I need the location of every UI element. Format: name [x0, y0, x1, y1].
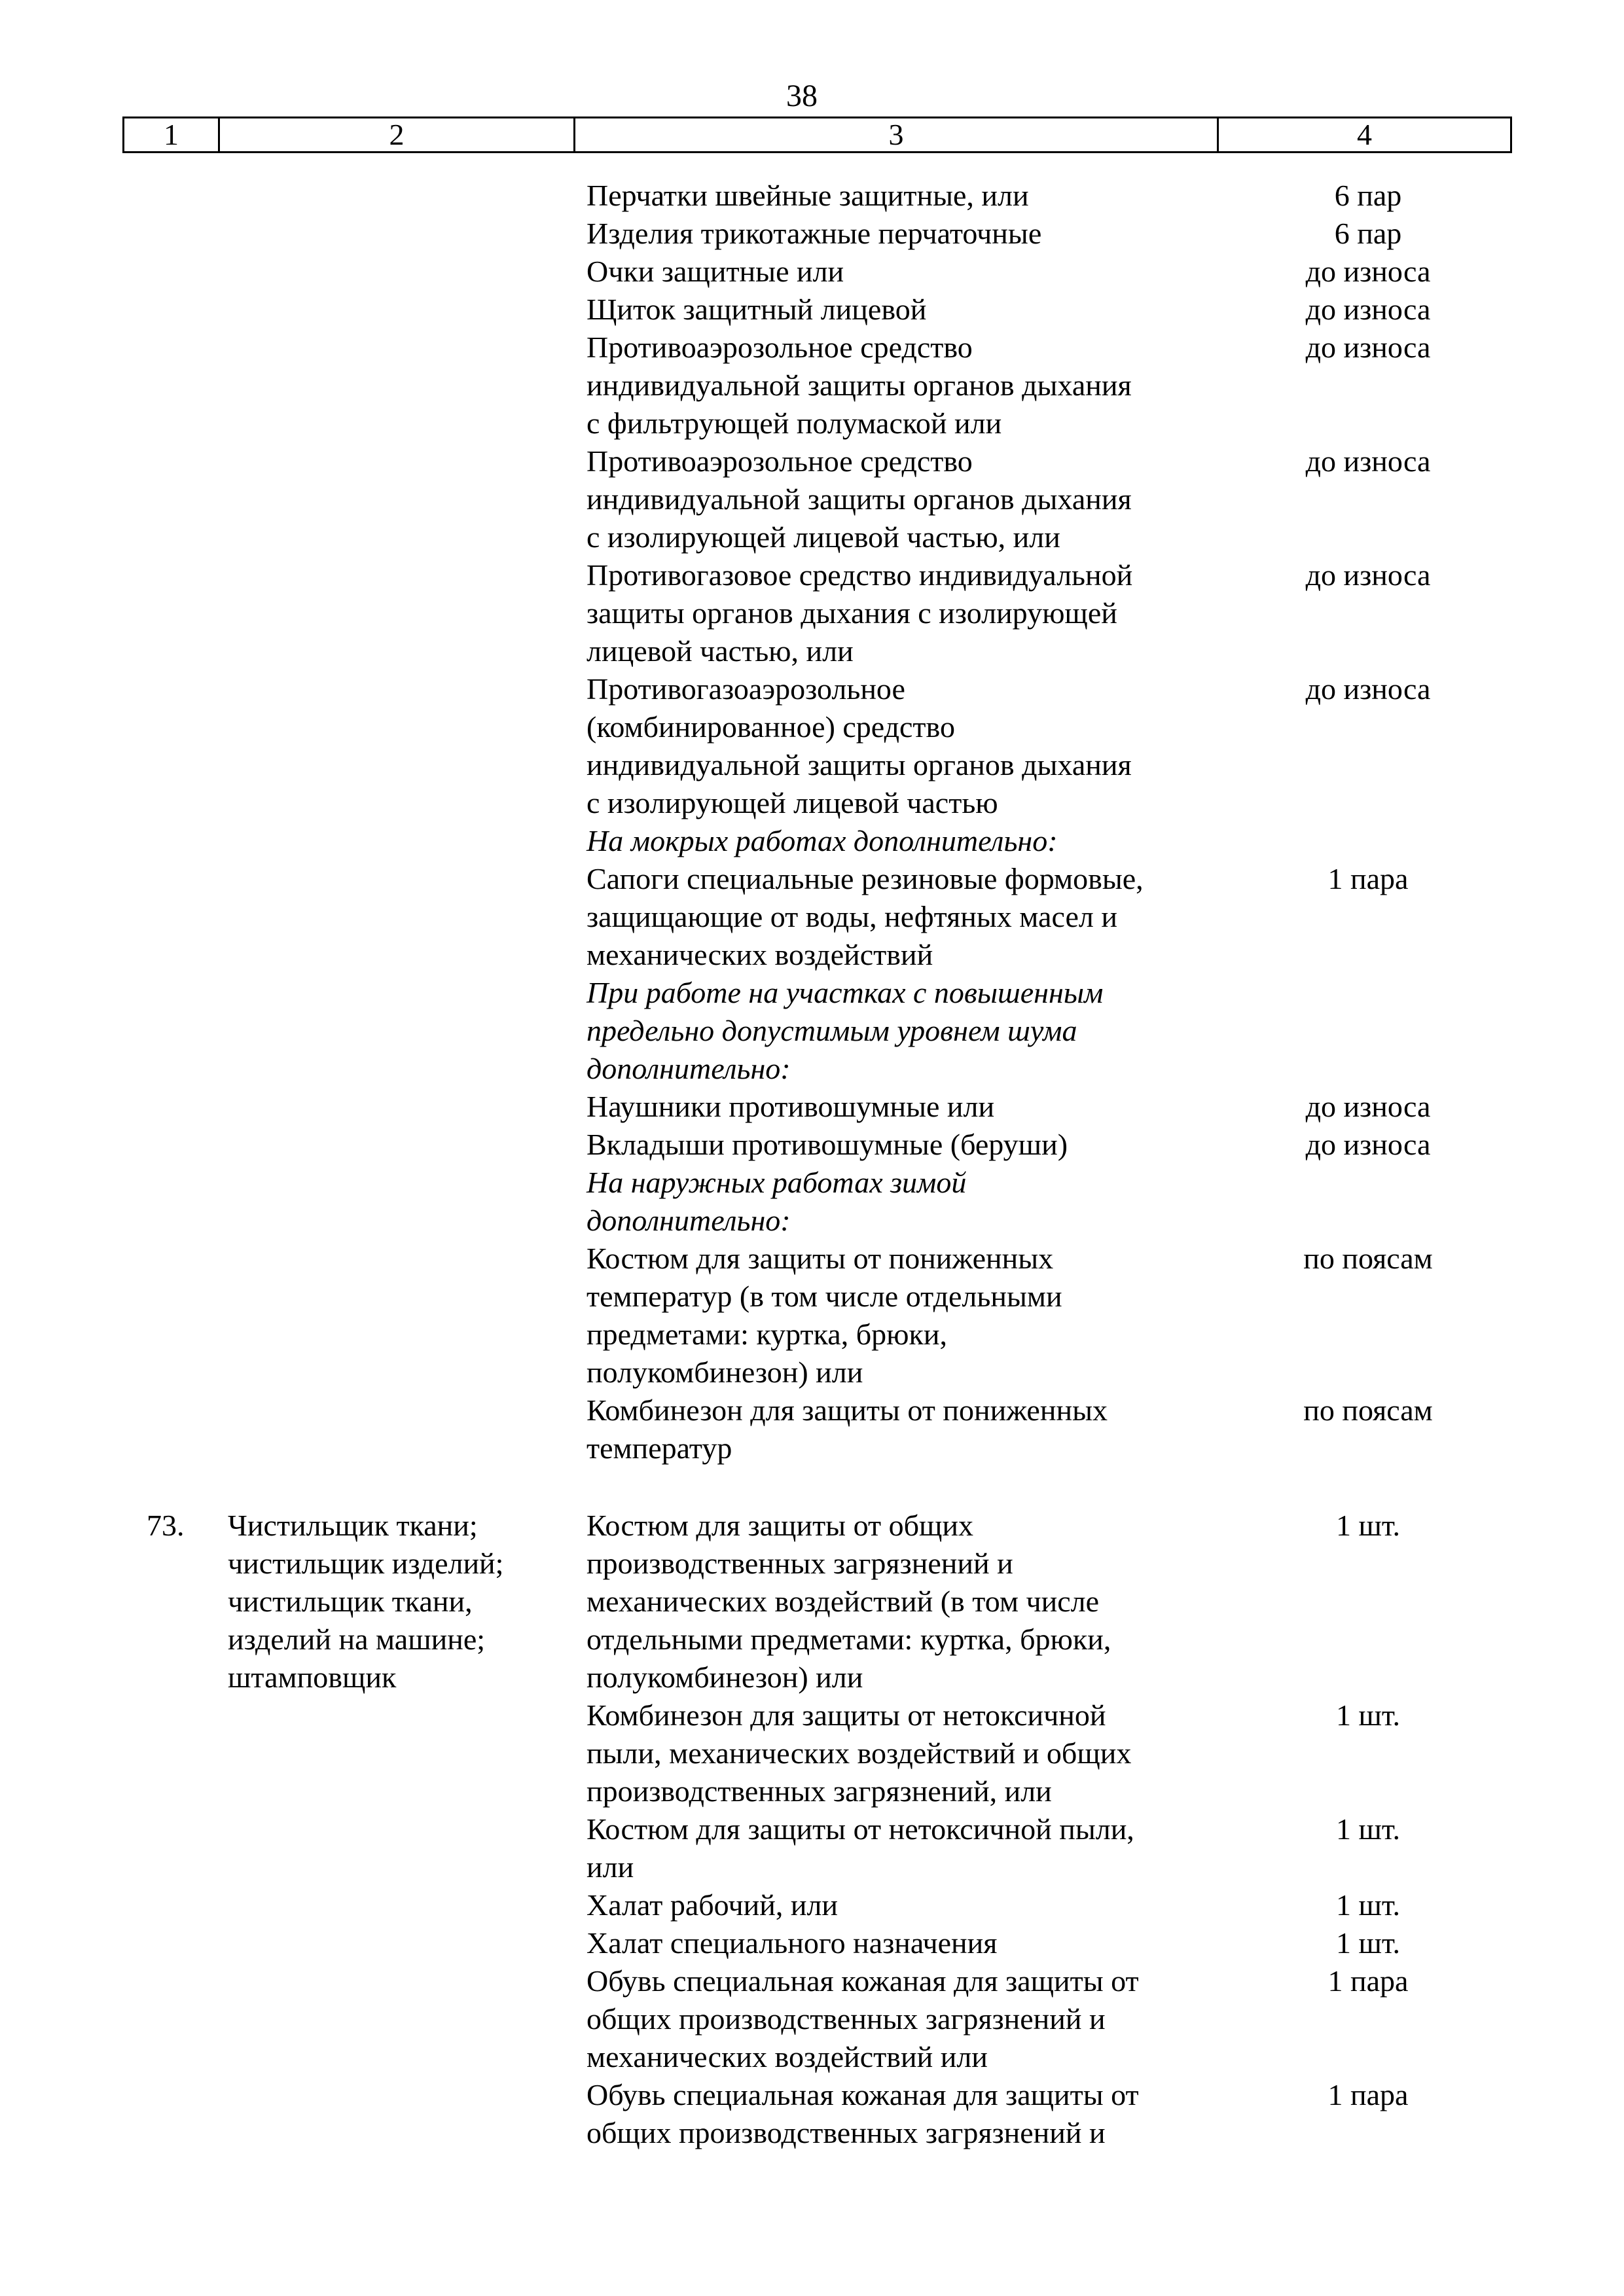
item-name-line: Костюм для защиты от общих [586, 1509, 974, 1542]
item-name-line: производственных загрязнений и [586, 1547, 1013, 1580]
item-quantity: 1 шт. [1335, 1926, 1401, 1960]
item-name-line: с изолирующей лицевой частью [586, 786, 998, 819]
column-header-row [122, 117, 1512, 153]
item-name-line: Сапоги специальные резиновые формовые, [586, 862, 1144, 895]
item-name-line: Наушники противошумные или [586, 1090, 995, 1123]
item-quantity: 1 пара [1327, 2078, 1409, 2111]
item-name-line: полукомбинезон) или [586, 1355, 863, 1389]
item-name-line: механических воздействий (в том числе [586, 1585, 1100, 1618]
item-name-line: или [586, 1850, 634, 1884]
profession-line: Чистильщик ткани; [228, 1509, 478, 1542]
item-quantity: 1 шт. [1335, 1698, 1401, 1732]
item-name-line: индивидуальной защиты органов дыхания [586, 368, 1132, 402]
section-subheading: На мокрых работах дополнительно: [586, 824, 1058, 857]
section-subheading: дополнительно: [586, 1204, 791, 1237]
item-quantity: 1 шт. [1335, 1888, 1401, 1922]
item-name-line: Противогазоаэрозольное [586, 672, 905, 706]
item-quantity: до износа [1305, 331, 1431, 364]
profession-line: чистильщик ткани, [228, 1585, 473, 1618]
section-subheading: предельно допустимым уровнем шума [586, 1014, 1077, 1047]
item-name-line: предметами: куртка, брюки, [586, 1318, 947, 1351]
profession-line: изделий на машине; [228, 1623, 486, 1656]
item-name-line: с изолирующей лицевой частью, или [586, 520, 1060, 554]
item-name-line: Изделия трикотажные перчаточные [586, 217, 1042, 250]
item-name-line: Щиток защитный лицевой [586, 293, 927, 326]
item-quantity: до износа [1305, 558, 1431, 592]
item-quantity: 6 пар [1334, 179, 1402, 212]
item-quantity: по поясам [1303, 1242, 1433, 1275]
item-name-line: Вкладыши противошумные (беруши) [586, 1128, 1068, 1161]
item-name-line: Обувь специальная кожаная для защиты от [586, 1964, 1139, 1998]
item-name-line: механических воздействий [586, 938, 933, 971]
item-name-line: общих производственных загрязнений и [586, 2116, 1106, 2149]
item-name-line: (комбинированное) средство [586, 710, 955, 744]
item-name-line: с фильтрующей полумаской или [586, 406, 1002, 440]
item-name-line: полукомбинезон) или [586, 1660, 863, 1694]
column-header-2: 2 [219, 118, 575, 152]
item-name-line: Комбинезон для защиты от пониженных [586, 1393, 1108, 1427]
item-quantity: 6 пар [1334, 217, 1402, 250]
item-name-line: Халат рабочий, или [586, 1888, 839, 1922]
item-name-line: температур (в том числе отдельными [586, 1280, 1062, 1313]
item-name-line: общих производственных загрязнений и [586, 2002, 1106, 2036]
item-name-line: Комбинезон для защиты от нетоксичной [586, 1698, 1106, 1732]
item-name-line: Противоаэрозольное средство [586, 331, 973, 364]
item-name-line: Халат специального назначения [586, 1926, 998, 1960]
item-name-line: Перчатки швейные защитные, или [586, 179, 1029, 212]
profession-line: чистильщик изделий; [228, 1547, 504, 1580]
item-quantity: 1 шт. [1335, 1509, 1401, 1542]
item-name-line: Очки защитные или [586, 255, 844, 288]
item-name-line: отдельными предметами: куртка, брюки, [586, 1623, 1111, 1656]
item-name-line: производственных загрязнений, или [586, 1774, 1052, 1808]
column-header-1: 1 [124, 118, 219, 152]
item-quantity: 1 пара [1327, 862, 1409, 895]
item-quantity: до износа [1305, 255, 1431, 288]
column-header-4: 4 [1218, 118, 1511, 152]
item-quantity: до износа [1305, 1090, 1431, 1123]
item-name-line: Противогазовое средство индивидуальной [586, 558, 1133, 592]
item-name-line: защищающие от воды, нефтяных масел и [586, 900, 1117, 933]
item-quantity: до износа [1305, 293, 1431, 326]
item-name-line: лицевой частью, или [586, 634, 854, 668]
item-quantity: 1 шт. [1335, 1812, 1401, 1846]
item-name-line: пыли, механических воздействий и общих [586, 1736, 1132, 1770]
item-name-line: Костюм для защиты от нетоксичной пыли, [586, 1812, 1134, 1846]
item-name-line: Обувь специальная кожаная для защиты от [586, 2078, 1139, 2111]
item-quantity: 1 пара [1327, 1964, 1409, 1998]
section-subheading: При работе на участках с повышенным [586, 976, 1104, 1009]
item-name-line: температур [586, 1431, 732, 1465]
item-name-line: Противоаэрозольное средство [586, 444, 973, 478]
item-name-line: защиты органов дыхания с изолирующей [586, 596, 1117, 630]
item-name-line: индивидуальной защиты органов дыхания [586, 482, 1132, 516]
item-quantity: до износа [1305, 444, 1431, 478]
item-name-line: механических воздействий или [586, 2040, 988, 2073]
profession-line: штамповщик [228, 1660, 397, 1694]
item-quantity: по поясам [1303, 1393, 1433, 1427]
page-number: 38 [786, 79, 818, 113]
item-quantity: до износа [1305, 1128, 1431, 1161]
entry-number: 73. [147, 1509, 185, 1542]
item-name-line: Костюм для защиты от пониженных [586, 1242, 1054, 1275]
section-subheading: На наружных работах зимой [586, 1166, 967, 1199]
item-quantity: до износа [1305, 672, 1431, 706]
column-header-3: 3 [575, 118, 1218, 152]
item-name-line: индивидуальной защиты органов дыхания [586, 748, 1132, 781]
section-subheading: дополнительно: [586, 1052, 791, 1085]
